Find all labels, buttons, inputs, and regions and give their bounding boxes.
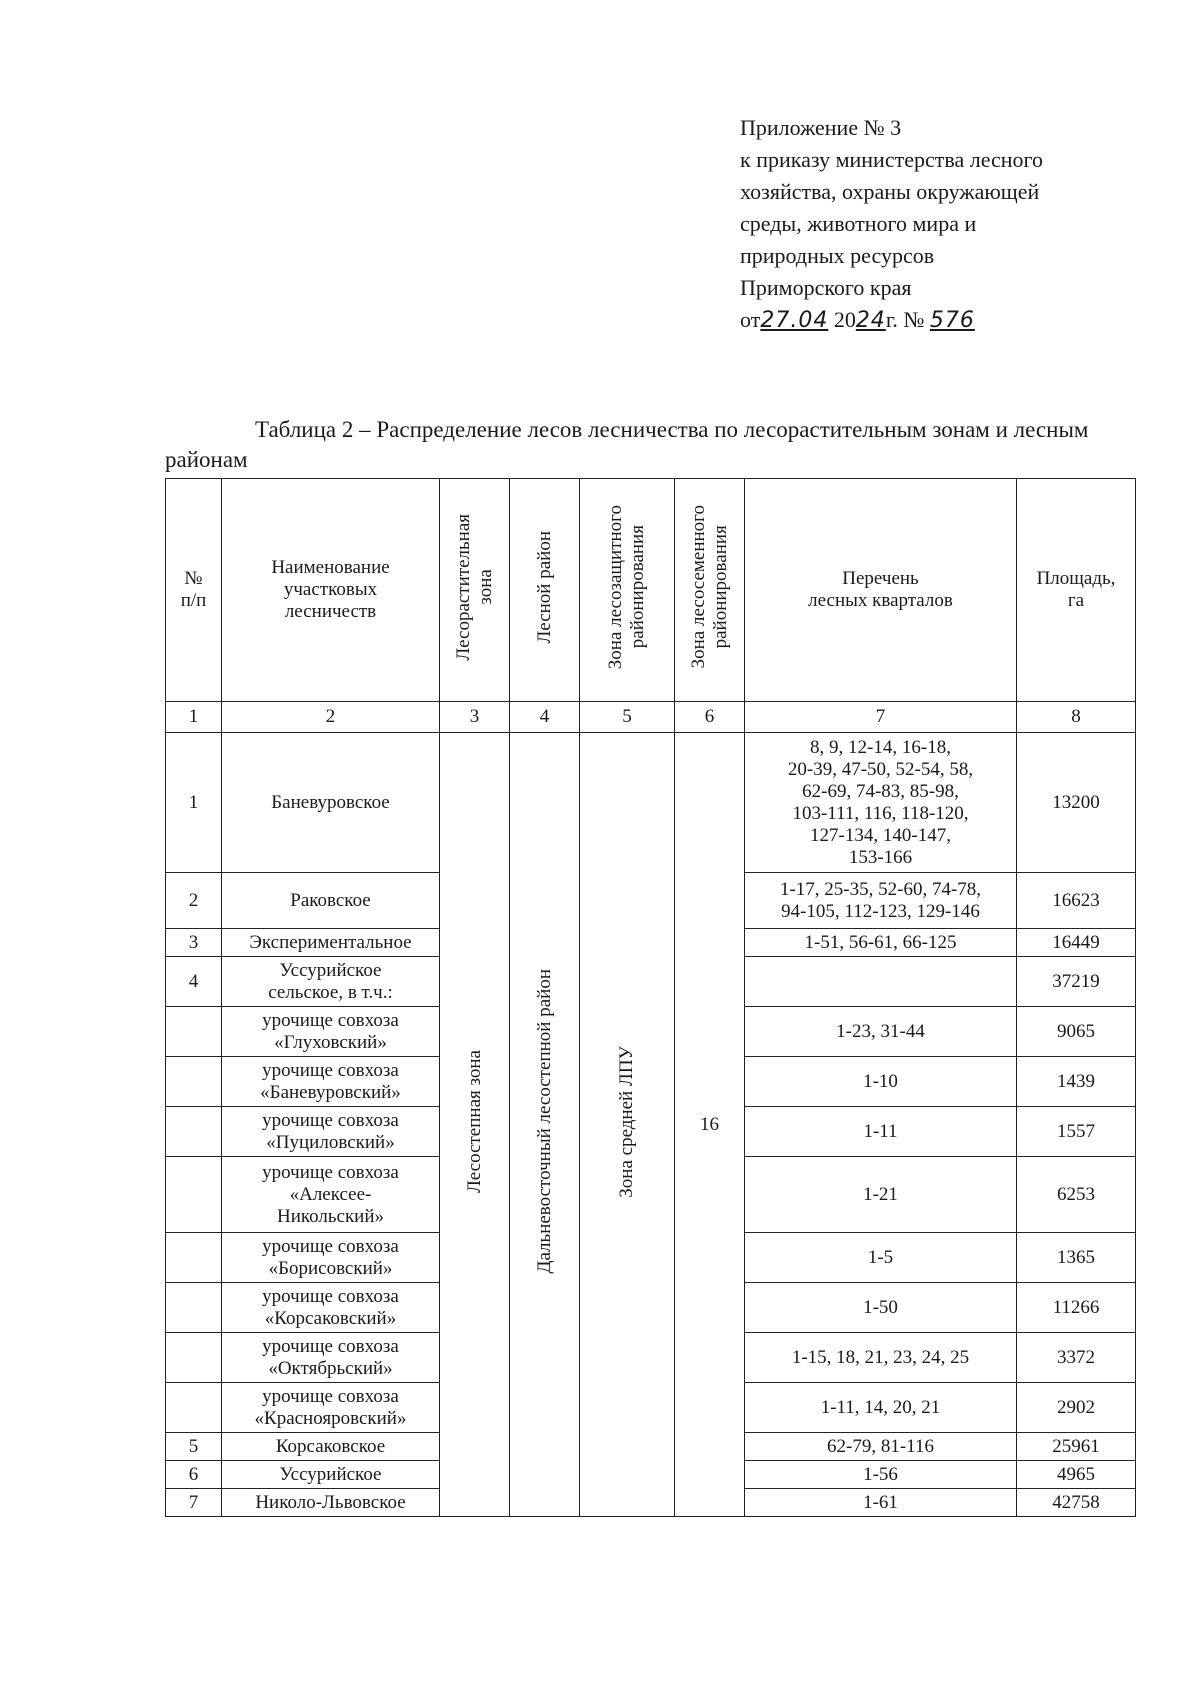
- row-number: [166, 1057, 222, 1107]
- row-quarters: 1-51, 56-61, 66-125: [745, 929, 1017, 957]
- column-number: 8: [1017, 702, 1136, 733]
- row-name: Раковское: [222, 873, 440, 929]
- row-number: 3: [166, 929, 222, 957]
- row-area: 1365: [1017, 1233, 1136, 1283]
- appendix-line: хозяйства, охраны окружающей: [740, 179, 1040, 204]
- appendix-title: Приложение № 3: [740, 115, 902, 140]
- column-number: 2: [222, 702, 440, 733]
- row-area: 4965: [1017, 1461, 1136, 1489]
- merged-zone-cell: [440, 733, 510, 1517]
- handwritten-date: 27.04: [760, 308, 829, 333]
- row-name: урочище совхоза «Корсаковский»: [222, 1283, 440, 1333]
- row-number: [166, 1383, 222, 1433]
- row-area: 13200: [1017, 733, 1136, 873]
- row-area: 6253: [1017, 1157, 1136, 1233]
- row-area: 16623: [1017, 873, 1136, 929]
- row-quarters: 1-56: [745, 1461, 1017, 1489]
- column-number: 6: [675, 702, 745, 733]
- row-quarters: 1-21: [745, 1157, 1017, 1233]
- header-quarters: Перечень лесных кварталов: [745, 479, 1017, 702]
- row-name: урочище совхоза «Алексее- Никольский»: [222, 1157, 440, 1233]
- row-quarters: 1-23, 31-44: [745, 1007, 1017, 1057]
- forest-distribution-table: [165, 478, 1136, 1517]
- merged-seed-zone: 16: [675, 733, 745, 1517]
- row-quarters: 1-50: [745, 1283, 1017, 1333]
- column-number: 5: [580, 702, 675, 733]
- row-number: 2: [166, 873, 222, 929]
- row-number: 6: [166, 1461, 222, 1489]
- row-quarters: 1-5: [745, 1233, 1017, 1283]
- header-seed: [675, 479, 745, 702]
- column-number-row: [166, 702, 1136, 733]
- table-row: [166, 733, 1136, 873]
- appendix-line: среды, животного мира и: [740, 211, 977, 236]
- row-area: 37219: [1017, 957, 1136, 1007]
- row-name: Уссурийское: [222, 1461, 440, 1489]
- row-quarters: 1-10: [745, 1057, 1017, 1107]
- row-name: Николо-Львовское: [222, 1489, 440, 1517]
- row-number: 7: [166, 1489, 222, 1517]
- row-number: [166, 1157, 222, 1233]
- number-prefix: г. №: [885, 307, 925, 332]
- handwritten-order-number: 576: [929, 308, 975, 333]
- merged-protection-zone: Зона средней ЛПУ: [616, 1045, 637, 1198]
- appendix-line: к приказу министерства лесного: [740, 147, 1044, 172]
- row-area: 9065: [1017, 1007, 1136, 1057]
- row-quarters: 1-61: [745, 1489, 1017, 1517]
- row-number: [166, 1283, 222, 1333]
- row-number: 5: [166, 1433, 222, 1461]
- row-area: 25961: [1017, 1433, 1136, 1461]
- row-name: урочище совхоза «Пуциловский»: [222, 1107, 440, 1157]
- header-district: [510, 479, 580, 702]
- row-area: 3372: [1017, 1333, 1136, 1383]
- row-area: 11266: [1017, 1283, 1136, 1333]
- row-number: 4: [166, 957, 222, 1007]
- row-quarters: 1-11: [745, 1107, 1017, 1157]
- row-area: 42758: [1017, 1489, 1136, 1517]
- column-number: 1: [166, 702, 222, 733]
- appendix-line: природных ресурсов: [740, 243, 935, 268]
- row-quarters: 1-11, 14, 20, 21: [745, 1383, 1017, 1433]
- header-district-label: Лесной район: [533, 530, 555, 644]
- header-name: Наименование участковых лесничеств: [222, 479, 440, 702]
- appendix-block: [740, 112, 1160, 337]
- row-quarters: 8, 9, 12-14, 16-18, 20-39, 47-50, 52-54, 58, 62-69, 74-83, 85-98, 103-111, 116, 118-120, 127-134, 140-147, 153-166: [745, 733, 1017, 873]
- row-number: [166, 1107, 222, 1157]
- row-quarters: 1-17, 25-35, 52-60, 74-78, 94-105, 112-123, 129-146: [745, 873, 1017, 929]
- row-name: Уссурийское сельское, в т.ч.:: [222, 957, 440, 1007]
- row-quarters: 62-79, 81-116: [745, 1433, 1017, 1461]
- row-name: урочище совхоза «Борисовский»: [222, 1233, 440, 1283]
- header-protection: [580, 479, 675, 702]
- row-number: [166, 1233, 222, 1283]
- merged-zone: Лесостепная зона: [463, 1050, 485, 1193]
- header-row: [166, 479, 1136, 702]
- column-number: 7: [745, 702, 1017, 733]
- column-number: 4: [510, 702, 580, 733]
- merged-protection-cell: [580, 733, 675, 1517]
- row-area: 16449: [1017, 929, 1136, 957]
- appendix-line: Приморского края: [740, 275, 912, 300]
- handwritten-year: 24: [855, 308, 886, 333]
- row-area: 1439: [1017, 1057, 1136, 1107]
- header-area: Площадь, га: [1017, 479, 1136, 702]
- merged-district-cell: [510, 733, 580, 1517]
- merged-district: Дальневосточный лесостепной район: [533, 969, 555, 1274]
- row-number: 1: [166, 733, 222, 873]
- header-protection-label: Зона лесозащитного районирования: [605, 504, 648, 670]
- order-date-line: [740, 304, 1160, 337]
- row-name: Экспериментальное: [222, 929, 440, 957]
- row-name: урочище совхоза «Краснояровский»: [222, 1383, 440, 1433]
- row-name: урочище совхоза «Баневуровский»: [222, 1057, 440, 1107]
- row-name: Баневуровское: [222, 733, 440, 873]
- row-number: [166, 1333, 222, 1383]
- row-number: [166, 1007, 222, 1057]
- header-seed-label: Зона лесосеменного районирования: [687, 505, 731, 669]
- row-name: урочище совхоза «Октябрьский»: [222, 1333, 440, 1383]
- row-quarters: [745, 957, 1017, 1007]
- row-area: 2902: [1017, 1383, 1136, 1433]
- header-number: № п/п: [166, 479, 222, 702]
- table-caption: Таблица 2 – Распределение лесов лесничества по лесорастительным зонам и лесным районам: [165, 417, 1089, 472]
- header-zone: [440, 479, 510, 702]
- row-area: 1557: [1017, 1107, 1136, 1157]
- row-quarters: 1-15, 18, 21, 23, 24, 25: [745, 1333, 1017, 1383]
- date-prefix: от: [740, 307, 761, 332]
- header-zone-label: Лесорастительная зона: [452, 513, 496, 661]
- row-name: урочище совхоза «Глуховский»: [222, 1007, 440, 1057]
- column-number: 3: [440, 702, 510, 733]
- row-name: Корсаковское: [222, 1433, 440, 1461]
- year-prefix: 20: [833, 307, 856, 332]
